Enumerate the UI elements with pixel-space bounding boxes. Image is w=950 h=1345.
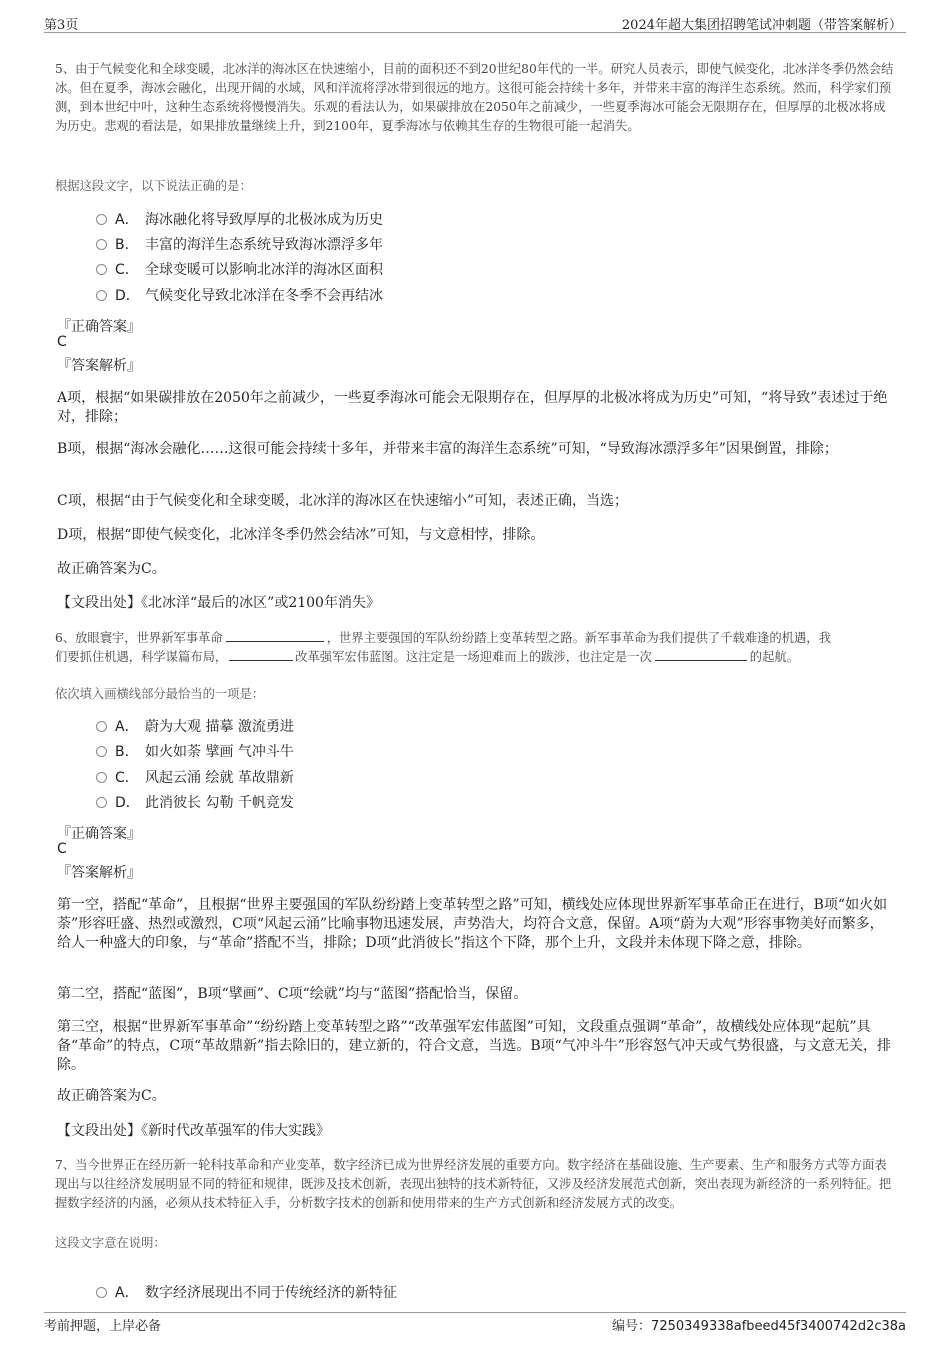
q5-analysis-b: B项，根据“海冰会融化……这很可能会持续十多年，并带来丰富的海洋生态系统”可知，“导致海冰漂浮多年”因果倒置，排除； (57, 441, 838, 457)
q6-option-a[interactable]: A． 蔚为大观 描摹 激流勇进 (96, 716, 294, 738)
q5-conclusion: 故正确答案为C。 (57, 561, 166, 577)
radio-icon[interactable] (96, 797, 107, 808)
page-footer (44, 1312, 906, 1334)
radio-icon[interactable] (96, 721, 107, 732)
blank-2[interactable] (229, 648, 293, 661)
q5-passage: 5、由于气候变化和全球变暖，北冰洋的海冰区在快速缩小，目前的面积还不到20世纪80年代的一半。研究人员表示，即使气候变化，北冰洋冬季仍然会结冰。但在夏季，海冰会融化，出现开阔的水域，风和洋流将浮冰带到很远的地方。这很可能会持续十多年，并带来丰富的海洋生态系统。然而，科学家们预测，到本世纪中叶，这种生态系统将慢慢消失。乐观的看法认为，如果碳排放在2050年之前减少，一些夏季海冰可能会无限期存在，但厚厚的北极冰将成为历史。悲观的看法是，如果排放量继续上升，到2100年，夏季海冰与依赖其生存的生物很可能一起消失。 (55, 62, 894, 133)
radio-icon[interactable] (96, 772, 107, 783)
q6-source: 【文段出处】《新时代改革强军的伟大实践》 (57, 1123, 330, 1139)
q5-answer-label: 『正确答案』 (57, 319, 141, 335)
radio-icon[interactable] (96, 214, 107, 225)
q7-ask: 这段文字意在说明： (55, 1236, 166, 1250)
q5-analysis-d: D项，根据“即使气候变化，北冰洋冬季仍然会结冰”可知，与文意相悖，排除。 (57, 527, 545, 543)
q6-answer-label: 『正确答案』 (57, 826, 141, 842)
document-id: 编号：7250349338afbeed45f3400742d2c38a (612, 1319, 906, 1334)
q6-analysis-blank1: 第一空，搭配“革命”，且根据“世界主要强国的军队纷纷踏上变革转型之路”可知，横线处应体现世界新军事革命正在进行，B项“如火如荼”形容旺盛、热烈或激烈，C项“风起云涌”比喻事物迅速发展，声势浩大，均符合文意，保留。A项“蔚为大观”形容事物美好而繁多，给人一种盛大的印象，与“革命”搭配不当，排除；D项“此消彼长”指这个下降，那个上升，文段并未体现下降之意，排除。 (57, 897, 888, 951)
q5-analysis-c: C项，根据“由于气候变化和全球变暖，北冰洋的海冰区在快速缩小”可知，表述正确，当选； (57, 493, 629, 509)
radio-icon[interactable] (96, 746, 107, 757)
q6-passage: 6、放眼寰宇，世界新军事革命 ，世界主要强国的军队纷纷踏上变革转型之路。新军事革命为我们提供了千载难逢的机遇，我 们要抓住机遇，科学谋篇布局， 改革强军宏伟蓝图。这注定是一场迎难而上的跋涉，也注定是一次 的起航。 (55, 631, 831, 664)
radio-icon[interactable] (96, 290, 107, 301)
blank-1[interactable] (226, 629, 324, 642)
document-title: 2024年超大集团招聘笔试冲刺题（带答案解析） (621, 18, 902, 33)
page-number: 第3页 (44, 18, 79, 33)
radio-icon[interactable] (96, 264, 107, 275)
q5-ask: 根据这段文字，以下说法正确的是： (55, 179, 252, 193)
blank-3[interactable] (655, 648, 747, 661)
page-header (44, 14, 906, 33)
q5-answer: C (57, 334, 67, 350)
q5-analysis-label: 『答案解析』 (57, 358, 141, 374)
footer-slogan: 考前押题，上岸必备 (44, 1319, 162, 1334)
q5-source: 【文段出处】《北冰洋“最后的冰区”或2100年消失》 (57, 595, 380, 611)
q6-conclusion: 故正确答案为C。 (57, 1088, 166, 1104)
radio-icon[interactable] (96, 1287, 107, 1298)
q7-option-a[interactable]: A． 数字经济展现出不同于传统经济的新特征 (96, 1282, 397, 1304)
q5-option-c[interactable]: C． 全球变暖可以影响北冰洋的海冰区面积 (96, 259, 383, 281)
q6-option-c[interactable]: C． 风起云涌 绘就 革故鼎新 (96, 767, 294, 789)
q5-option-a[interactable]: A． 海冰融化将导致厚厚的北极冰成为历史 (96, 209, 383, 231)
q6-ask: 依次填入画横线部分最恰当的一项是： (55, 687, 265, 701)
q5-option-b[interactable]: B． 丰富的海洋生态系统导致海冰漂浮多年 (96, 234, 383, 256)
q7-passage: 7、当今世界正在经历新一轮科技革命和产业变革，数字经济已成为世界经济发展的重要方向。数字经济在基础设施、生产要素、生产和服务方式等方面表现出与以往经济发展明显不同的特征和规律，既涉及技术创新，表现出独特的技术新特征，又涉及经济发展范式创新，突出表现为新经济的一系列特征。把握数字经济的内涵，必须从技术特征入手，分析数字技术的创新和使用带来的生产方式创新和经济发展方式的改变。 (55, 1158, 892, 1210)
q6-analysis-blank2: 第二空，搭配“蓝图”，B项“擘画”、C项“绘就”均与“蓝图”搭配恰当，保留。 (57, 986, 528, 1002)
q6-option-b[interactable]: B． 如火如荼 擘画 气冲斗牛 (96, 741, 294, 763)
q6-analysis-label: 『答案解析』 (57, 865, 141, 881)
q6-answer: C (57, 841, 67, 857)
q6-analysis-blank3: 第三空，根据“世界新军事革命”“纷纷踏上变革转型之路”“改革强军宏伟蓝图”可知，文段重点强调“革命”，故横线处应体现“起航”具备“革命”的特点，C项“革故鼎新”指去除旧的，建立新的，符合文意，当选。B项“气冲斗牛”形容怒气冲天或气势很盛，与文意无关，排除。 (57, 1019, 891, 1073)
q6-option-d[interactable]: D． 此消彼长 勾勒 千帆竞发 (96, 792, 294, 814)
q5-option-d[interactable]: D． 气候变化导致北冰洋在冬季不会再结冰 (96, 285, 383, 307)
q5-analysis-a: A项，根据“如果碳排放在2050年之前减少，一些夏季海冰可能会无限期存在，但厚厚的北极冰将成为历史”可知，“将导致”表述过于绝对，排除； (57, 390, 888, 425)
radio-icon[interactable] (96, 239, 107, 250)
